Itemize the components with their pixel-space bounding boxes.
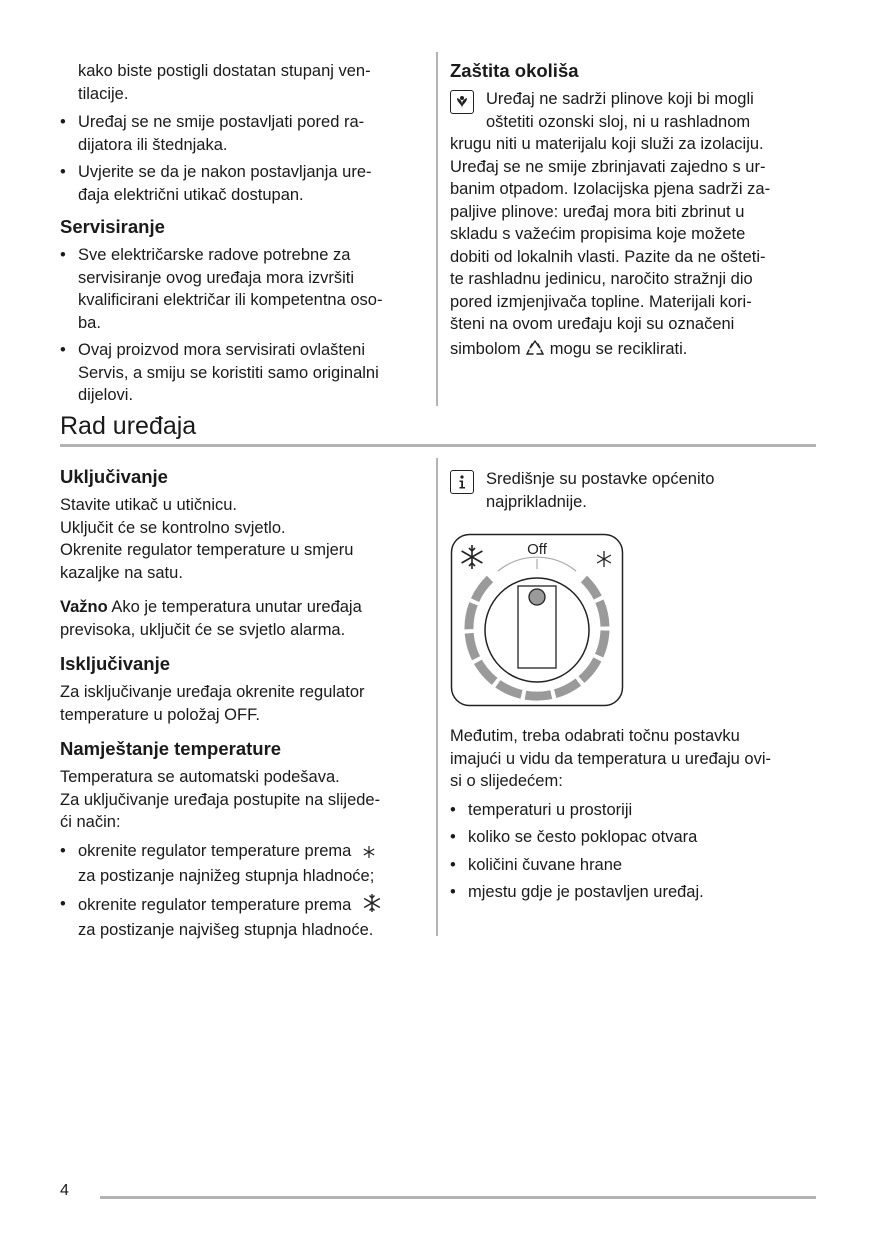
- ukljucivanje-heading: Uključivanje: [60, 466, 168, 487]
- temperature-list: [60, 840, 426, 942]
- factors-list: [450, 799, 816, 904]
- environment-icon: [450, 90, 474, 114]
- column-divider-bottom: [436, 458, 438, 936]
- left-bottom-column: Uključivanje Stavite utikač u utičnicu. Uključit će se kontrolno svjetlo. Okrenite regulator temperature u smjeru kazaljke na satu. Važno Ako je temperatura unutar uređaja previsoka, uključit će se svjetlo alarma. Isključivanje Za isključivanje uređaja okrenite regulator temperature u položaj OFF. Namještanje temperature Temperatura se automatski podešava. Za uključivanje uređaja postupite na slijede- ći način: • okrenite regulator temperature prema za postizanje najnižeg stupnja hladnoće; • okrenite regulator temperature prema za postizanje najvišeg stupnja hladnoće.: [60, 458, 426, 947]
- servisiranje-heading: Servisiranje: [60, 216, 165, 237]
- installation-list: [60, 111, 422, 206]
- continued-text: kako biste postigli dostatan stupanj ven- tilacije.: [78, 62, 371, 103]
- iskljucivanje-heading: Isključivanje: [60, 653, 171, 674]
- footer-rule: [100, 1196, 816, 1199]
- info-note: Središnje su postavke općenito najprikladnije.: [450, 468, 816, 513]
- servisiranje-list: [60, 244, 422, 407]
- list-item: • Uvjerite se da je nakon postavljanja ure- đaja električni utikač dostupan.: [60, 161, 422, 206]
- list-item: • Sve električarske radove potrebne za servisiranje ovog uređaja mora izvršiti kvalificirani električar ili kompetentna oso- ba.: [60, 244, 422, 334]
- small-snowflake-icon: [362, 843, 376, 866]
- list-item: • koliko se često poklopac otvara: [450, 826, 816, 849]
- list-item: • Uređaj se ne smije postavljati pored ra- dijatora ili štednjaka.: [60, 111, 422, 156]
- left-top-column: [60, 60, 422, 412]
- list-item: • temperaturi u prostoriji: [450, 799, 816, 822]
- dial-indicator: [529, 589, 545, 605]
- environment-paragraph: Uređaj ne sadrži plinove koji bi mogli oštetiti ozonski sloj, ni u rashladnom krugu niti u materijalu koji služi za izolaciju. Uređaj se ne smije zbrinjavati zajedno s ur- banim otpadom. Izolacijska pjena sadrži za- paljive plinove: uređaj mora biti zbrinut u skladu s važećim propisima koje možete dobiti od lokalnih vlasti. Pazite da ne ošteti- te rashladnu jedinicu, naročito stražnji dio pored izmjenjivača topline. Materijali kori- šteni na ovom uređaju koji su označeni simbolom mogu se reciklirati.: [450, 88, 816, 363]
- page-number: 4: [60, 1182, 69, 1199]
- list-item: • Ovaj proizvod mora servisirati ovlašteni Servis, a smiju se koristiti samo originalni dijelovi.: [60, 339, 422, 407]
- dial-off-label: Off: [527, 541, 547, 558]
- large-snowflake-icon: [362, 893, 382, 920]
- settings-paragraph: Međutim, treba odabrati točnu postavku imajući u vidu da temperatura u uređaju ovi- si o slijedećem:: [450, 727, 772, 790]
- section-title: Rad uređaja: [60, 412, 197, 440]
- list-item: • mjestu gdje je postavljen uređaj.: [450, 881, 816, 904]
- section-rule: [60, 444, 816, 447]
- temperature-dial-diagram: [450, 533, 624, 707]
- namjestanje-heading: Namještanje temperature: [60, 738, 282, 759]
- important-note: Važno Ako je temperatura unutar uređaja previsoka, uključit će se svjetlo alarma.: [60, 598, 362, 639]
- list-item: • količini čuvane hrane: [450, 854, 816, 877]
- info-icon: [450, 470, 474, 494]
- right-top-column: [450, 52, 816, 363]
- list-item: • okrenite regulator temperature prema za postizanje najvišeg stupnja hladnoće.: [60, 893, 426, 942]
- recycle-icon: [525, 339, 545, 364]
- zastita-heading: Zaštita okoliša: [450, 60, 579, 81]
- column-divider-top: [436, 52, 438, 406]
- right-bottom-column: [450, 468, 816, 909]
- list-item: • okrenite regulator temperature prema za postizanje najnižeg stupnja hladnoće;: [60, 840, 426, 888]
